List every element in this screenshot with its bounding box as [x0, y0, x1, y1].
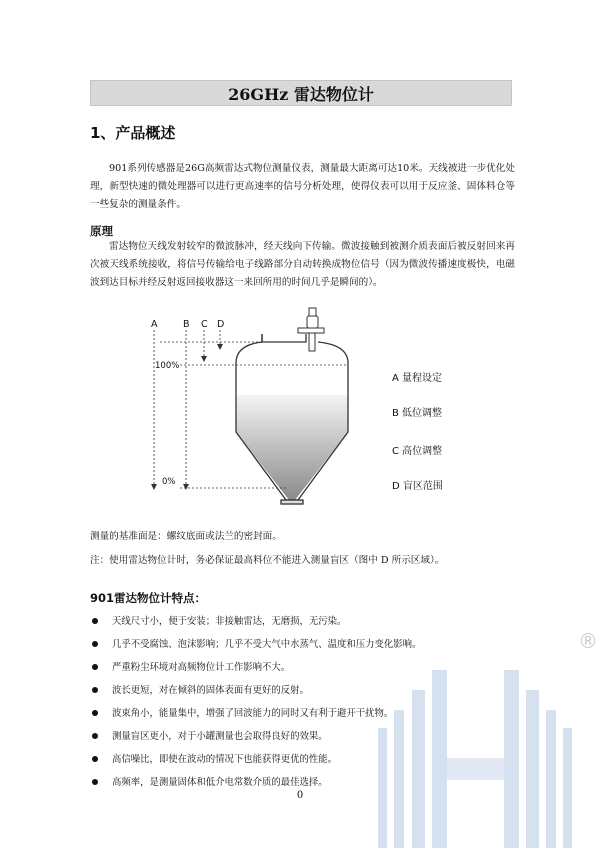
radar-sensor [298, 308, 324, 351]
feature-item: 严重粉尘环境对高频物位计工作影响不大。 [90, 656, 421, 679]
col-label-c: C [201, 319, 208, 330]
legend-item-d: D 盲区范围 [392, 481, 443, 492]
registered-mark: ® [578, 630, 598, 653]
legend-item-b: B 低位调整 [392, 408, 443, 419]
feature-item: 天线尺寸小，便于安装；非接触雷达，无磨损，无污染。 [90, 610, 421, 633]
watermark-logo [360, 630, 600, 848]
col-label-d: D [217, 319, 225, 330]
document-title: 26GHz 雷达物位计 [228, 84, 374, 104]
feature-item: 高频率，是测量固体和低介电常数介质的最佳选择。 [90, 771, 421, 794]
legend-item-c: C 高位调整 [392, 446, 443, 457]
col-label-a: A [151, 319, 158, 330]
intro-paragraph: 901系列传感器是26G高频雷达式物位测量仪表，测量最大距离可达10米。天线被进一步优化处理，新型快速的微处理器可以进行更高速率的信号分析处理，使得仪表可以用于反应釜、固体料仓等一些复杂的测量条件。 [90, 163, 515, 210]
warning-note: 注：使用雷达物位计时，务必保证最高料位不能进入测量盲区（图中 D 所示区域）。 [90, 555, 445, 566]
level-label-0: 0% [162, 477, 176, 487]
features-heading: 901雷达物位计特点： [90, 591, 207, 605]
bullet-icon [92, 664, 98, 670]
bullet-icon [92, 687, 98, 693]
feature-item: 测量盲区更小，对于小罐测量也会取得良好的效果。 [90, 725, 421, 748]
level-label-100: 100% [155, 361, 180, 371]
legend-item-a: A 量程设定 [392, 373, 443, 384]
principle-heading: 原理 [90, 224, 113, 238]
bullet-icon [92, 618, 98, 624]
feature-item: 波长更短，对在倾斜的固体表面有更好的反射。 [90, 679, 421, 702]
bullet-icon [92, 779, 98, 785]
feature-item: 几乎不受腐蚀、泡沫影响；几乎不受大气中水蒸气、温度和压力变化影响。 [90, 633, 421, 656]
bullet-icon [92, 733, 98, 739]
material-fill [236, 395, 348, 500]
page-number: 0 [296, 790, 304, 801]
bullet-icon [92, 641, 98, 647]
feature-item: 高信噪比，即使在波动的情况下也能获得更优的性能。 [90, 748, 421, 771]
baseline-note: 测量的基准面是：螺纹底面或法兰的密封面。 [90, 531, 282, 542]
principle-paragraph: 雷达物位天线发射较窄的微波脉冲，经天线向下传输。微波接触到被测介质表面后被反射回来再次被天线系统接收，将信号传输给电子线路部分自动转换成物位信号（因为微波传播速度极快，电磁波到达目标并经反射返回接收器这一来回所用的时间几乎是瞬间的）。 [90, 241, 515, 288]
bullet-icon [92, 756, 98, 762]
col-label-b: B [183, 319, 190, 330]
section-heading-overview: 1、产品概述 [90, 124, 176, 142]
bullet-icon [92, 710, 98, 716]
feature-item: 波束角小，能量集中，增强了回波能力的同时又有利于避开干扰物。 [90, 702, 421, 725]
